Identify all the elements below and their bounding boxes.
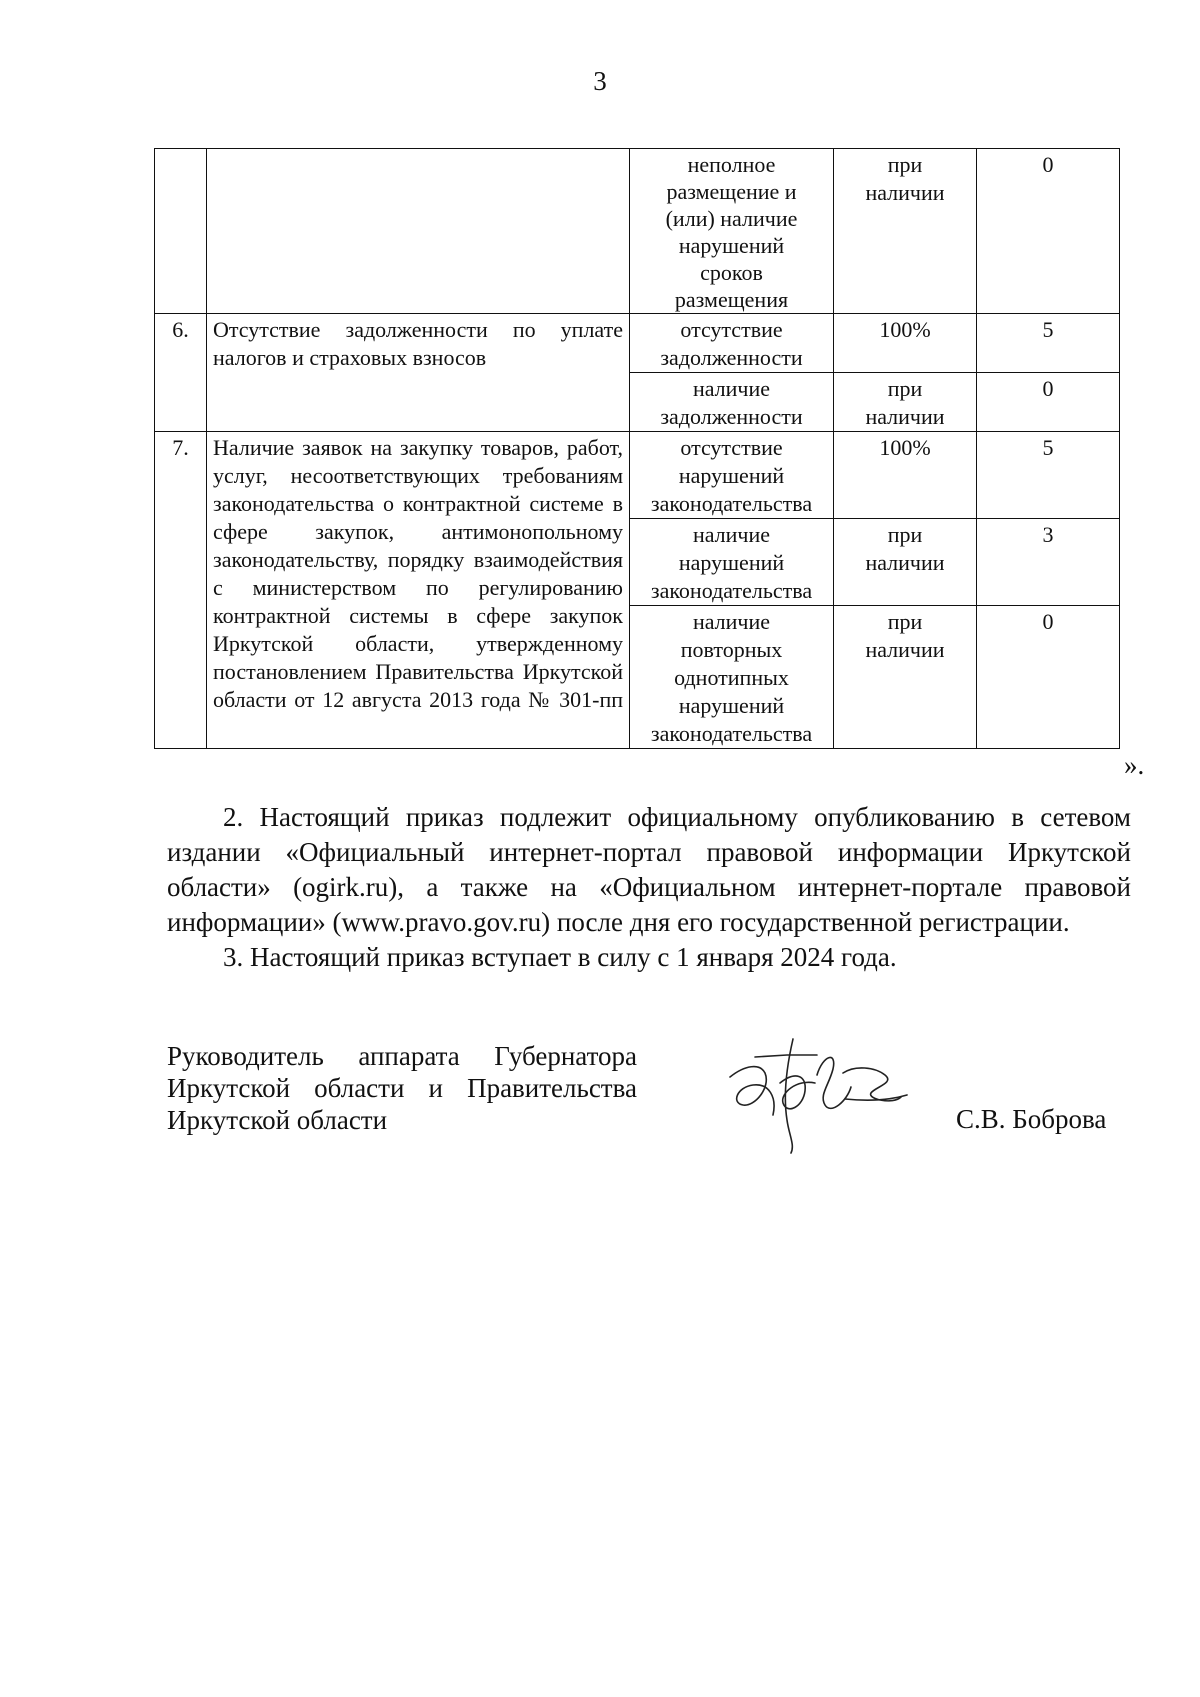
position-line: Иркутской области — [167, 1105, 388, 1135]
paragraph-3: 3. Настоящий приказ вступает в силу с 1 января 2024 года. — [223, 942, 897, 972]
row-description: Отсутствие задолженности по уплате налогов и страховых взносов — [207, 314, 630, 432]
table-row — [155, 149, 1120, 314]
handwritten-signature — [725, 1035, 915, 1155]
row-description — [207, 149, 630, 314]
outcome-score: 0 — [977, 606, 1120, 749]
page-number: 3 — [593, 66, 607, 96]
outcome-condition: наличие нарушений законодательства — [630, 519, 834, 606]
row-number: 6. — [155, 314, 207, 432]
order-body — [167, 800, 1131, 975]
outcome-score: 5 — [977, 432, 1120, 519]
outcome-score: 5 — [977, 314, 1120, 373]
table-row — [155, 314, 1120, 373]
outcome-value: при наличии — [834, 373, 977, 432]
outcome-score: 0 — [977, 149, 1120, 314]
closing-quote: ». — [1124, 750, 1145, 780]
outcome-condition: отсутствие нарушений законодательства — [630, 432, 834, 519]
outcome-value: 100% — [834, 314, 977, 373]
outcome-value: 100% — [834, 432, 977, 519]
outcome-condition: наличие задолженности — [630, 373, 834, 432]
table-row — [155, 432, 1120, 519]
outcome-value: при наличии — [834, 149, 977, 314]
position-line: Иркутской области и Правительства — [167, 1073, 637, 1103]
row-description: Наличие заявок на закупку товаров, работ, услуг, несоответствующих требованиям законодательства о контрактной системе в сфере закупок, антимонопольному законодательству, порядку взаимодействия с министерством по регулированию контрактной системы в сфере закупок Иркутской области, утвержденному постановлением Правительства Иркутской области от 12 августа 2013 года № 301-пп — [207, 432, 630, 749]
row-number — [155, 149, 207, 314]
outcome-condition: неполное размещение и (или) наличие нарушений сроков размещения — [630, 149, 834, 314]
signatory-position — [167, 1040, 637, 1136]
outcome-value: при наличии — [834, 606, 977, 749]
outcome-score: 3 — [977, 519, 1120, 606]
signer-name: С.В. Боброва — [956, 1104, 1107, 1134]
paragraph-2: 2. Настоящий приказ подлежит официальному опубликованию в сетевом издании «Официальный интернет-портал правовой информации Иркутской области» (ogirk.ru), а также на «Официальном интернет-портале правовой информации» (www.pravo.gov.ru) после дня его государственной регистрации. — [167, 802, 1131, 937]
outcome-condition: наличие повторных однотипных нарушений законодательства — [630, 606, 834, 749]
position-line: Руководитель аппарата Губернатора — [167, 1041, 637, 1071]
criteria-table — [154, 148, 1120, 749]
outcome-score: 0 — [977, 373, 1120, 432]
row-number: 7. — [155, 432, 207, 749]
outcome-condition: отсутствие задолженности — [630, 314, 834, 373]
outcome-value: при наличии — [834, 519, 977, 606]
